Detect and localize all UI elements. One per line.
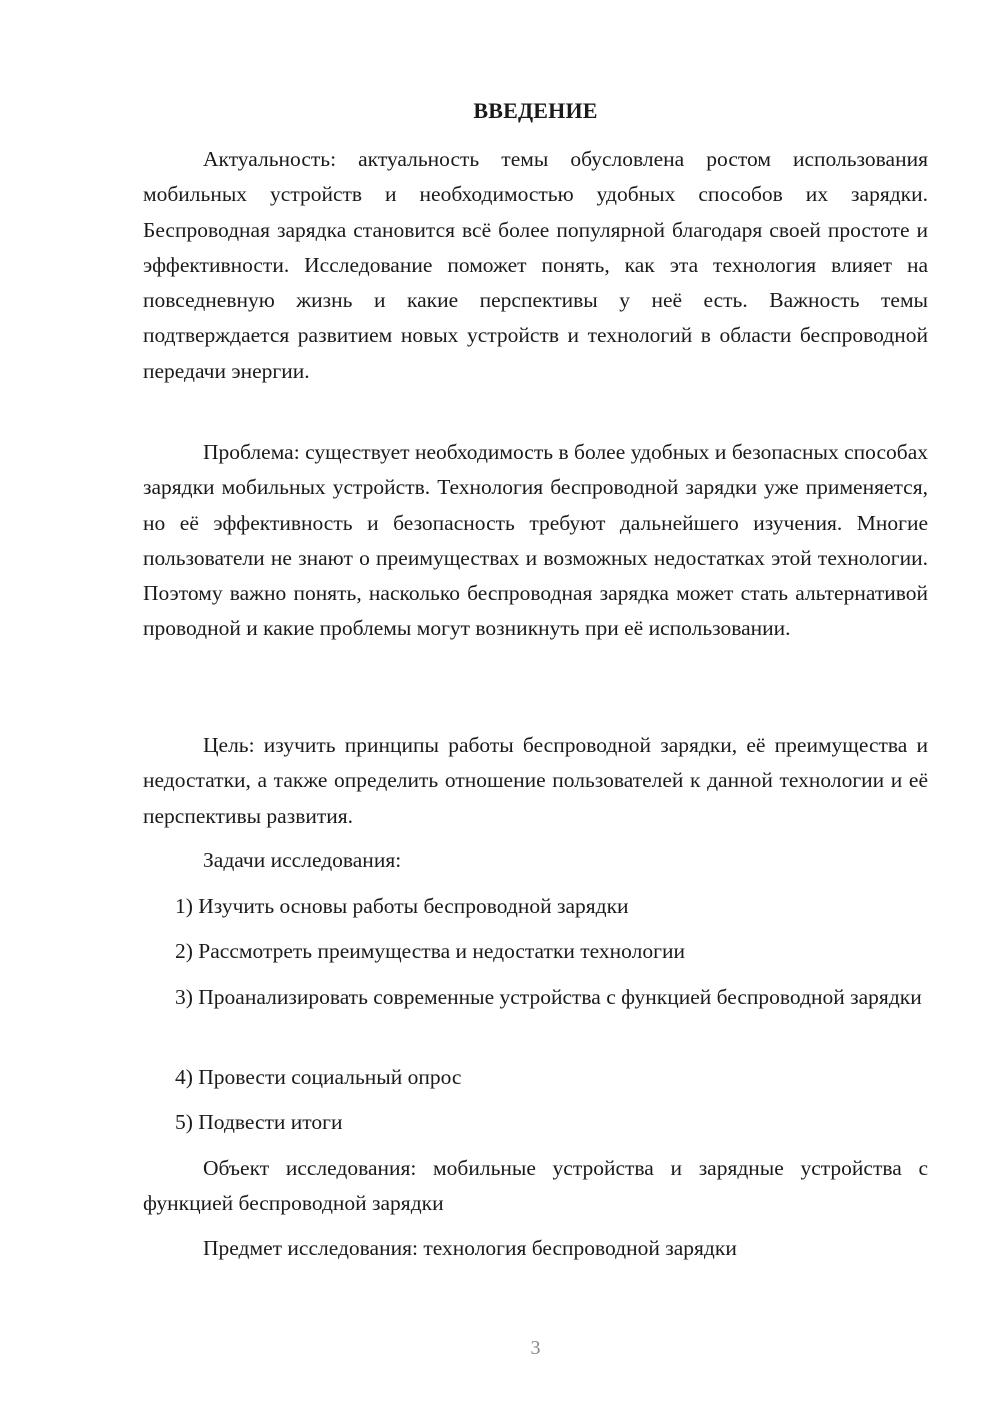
paragraph-subject: Предмет исследования: технология беспроводной зарядки [203,1236,737,1260]
tasks-title: Задачи исследования: [203,848,402,872]
paragraph-problem: Проблема: существует необходимость в более удобных и безопасных способах зарядки мобильных устройств. Технология беспроводной зарядки уже применяется, но её эффективность и безопасность требуют дальнейшего изучения. Многие пользователи не знают о преимуществах и возможных недостатках этой технологии. Поэтому важно понять, насколько беспроводная зарядка может стать альтернативой проводной и какие проблемы могут возникнуть при её использовании. [143,440,928,641]
paragraph-relevance: Актуальность: актуальность темы обусловлена ростом использования мобильных устройств и необходимостью удобных способов их зарядки. Беспроводная зарядка становится всё более популярной благодаря своей простоте и эффективности. Исследование поможет понять, как эта технология влияет на повседневную жизнь и какие перспективы у неё есть. Важность темы подтверждается развитием новых устройств и технологий в области беспроводной передачи энергии. [143,147,928,383]
task-item-2: 2) Рассмотреть преимущества и недостатки технологии [175,939,685,963]
task-item-1: 1) Изучить основы работы беспроводной зарядки [175,894,629,918]
task-item-5: 5) Подвести итоги [175,1110,343,1134]
task-item-3: 3) Проанализировать современные устройства с функцией беспроводной зарядки [175,985,922,1009]
task-item-4: 4) Провести социальный опрос [175,1065,462,1089]
page-number: 3 [530,1337,541,1359]
paragraph-goal: Цель: изучить принципы работы беспроводной зарядки, её преимущества и недостатки, а также определить отношение пользователей к данной технологии и её перспективы развития. [143,733,928,828]
section-heading: ВВЕДЕНИЕ [473,98,598,123]
document-page [143,0,928,1414]
paragraph-object: Объект исследования: мобильные устройства и зарядные устройства с функцией беспроводной зарядки [143,1156,928,1216]
